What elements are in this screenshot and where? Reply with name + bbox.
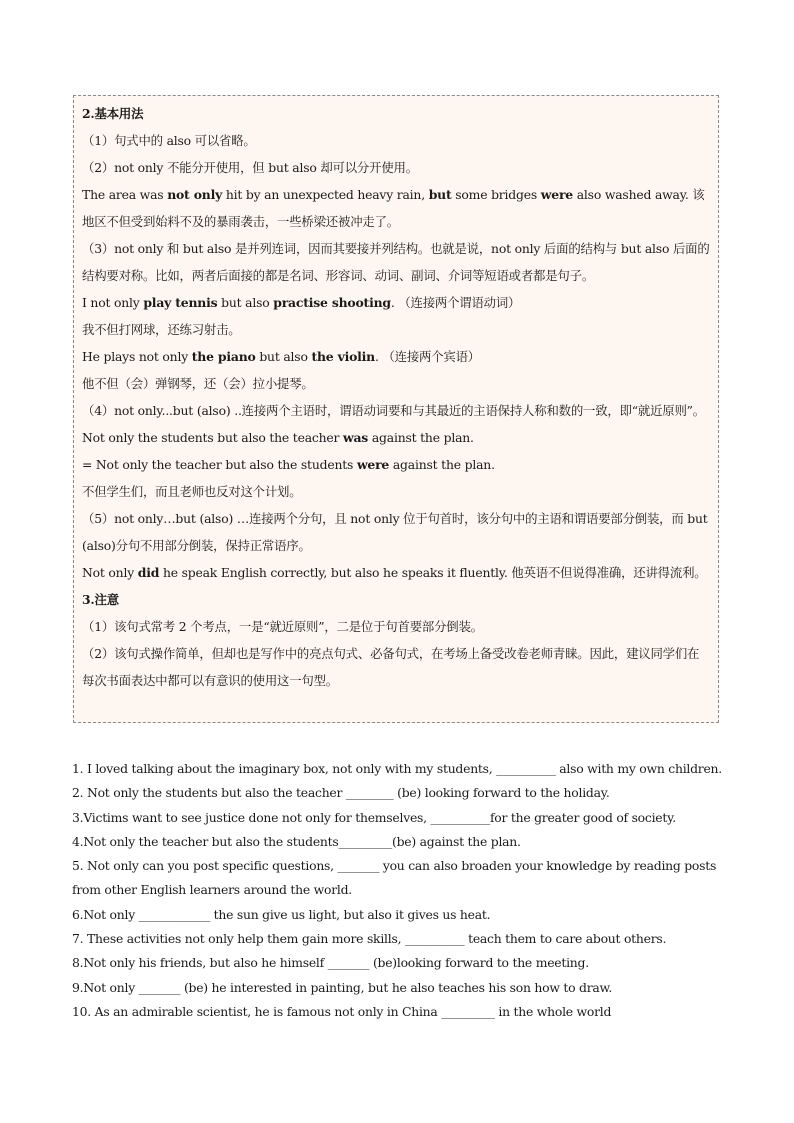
exercise-item-2: 2. Not only the students but also the teacher ________ (be) looking forward to the holiday. <box>72 785 610 801</box>
usage-point-2: （2）not only 不能分开使用，但 but also 却可以分开使用。 <box>82 160 418 175</box>
exercise-list <box>72 757 722 1024</box>
note-point-2: （2）该句式操作简单，但却也是写作中的亮点句式、必备句式，在考场上备受改卷老师青睐。因此，建议同学们在每次书面表达中都可以有意识的使用这一句型。 <box>82 646 700 688</box>
example-sentence-3: He plays not only the piano but also the violin. （连接两个宾语） <box>82 349 481 364</box>
section-heading-notes: 3.注意 <box>82 592 119 607</box>
example-translation-4: 不但学生们，而且老师也反对这个计划。 <box>82 484 302 499</box>
example-sentence-4a: Not only the students but also the teacher was against the plan. <box>82 430 474 445</box>
example-sentence-2: I not only play tennis but also practise shooting. （连接两个谓语动词） <box>82 295 521 310</box>
exercise-item-5: 5. Not only can you post specific questions, _______ you can also broaden your knowledge by reading posts from other English learners around the world. <box>72 858 717 898</box>
usage-point-4: （4）not only...but (also) ..连接两个主语时，谓语动词要和与其最近的主语保持人称和数的一致，即“就近原则”。 <box>82 403 705 418</box>
exercise-item-9: 9.Not only _______ (be) he interested in painting, but he also teaches his son how to draw. <box>72 979 613 995</box>
example-translation-2: 我不但打网球，还练习射击。 <box>82 322 241 337</box>
example-translation-3: 他不但（会）弹钢琴，还（会）拉小提琴。 <box>82 376 314 391</box>
example-sentence-1: The area was not only hit by an unexpected heavy rain, but some bridges were also washed away. 该地区不但受到始料不及的暴雨袭击，一些桥梁还被冲走了。 <box>82 187 705 229</box>
section-heading-usage: 2.基本用法 <box>82 106 144 121</box>
example-sentence-4b: = Not only the teacher but also the students were against the plan. <box>82 457 495 472</box>
exercise-item-1: 1. I loved talking about the imaginary box, not only with my students, __________ also with my own children. <box>72 761 722 776</box>
grammar-notes-box <box>73 95 719 723</box>
usage-point-3: （3）not only 和 but also 是并列连词，因而其要接并列结构。也就是说，not only 后面的结构与 but also 后面的结构要对称。比如，两者后面接的都是名词、形容词、动词、副词、介词等短语或者都是句子。 <box>82 241 710 283</box>
exercise-item-10: 10. As an admirable scientist, he is famous not only in China _________ in the whole world <box>72 1003 612 1019</box>
usage-point-1: （1）句式中的 also 可以省略。 <box>82 133 256 148</box>
usage-point-5: （5）not only…but (also) …连接两个分句，且 not only 位于句首时，该分句中的主语和谓语要部分倒装，而 but (also)分句不用部分倒装，保持正常语序。 <box>82 511 708 553</box>
exercise-item-4: 4.Not only the teacher but also the students_________(be) against the plan. <box>72 833 521 849</box>
example-sentence-5: Not only did he speak English correctly, but also he speaks it fluently. 他英语不但说得准确，还讲得流利。 <box>82 565 707 580</box>
exercise-item-7: 7. These activities not only help them gain more skills, __________ teach them to care about others. <box>72 931 667 947</box>
note-point-1: （1）该句式常考 2 个考点，一是“就近原则”，二是位于句首要部分倒装。 <box>82 619 483 634</box>
exercise-item-3: 3.Victims want to see justice done not only for themselves, __________for the greater good of society. <box>72 809 676 825</box>
exercise-item-6: 6.Not only ____________ the sun give us light, but also it gives us heat. <box>72 906 491 922</box>
exercise-item-8: 8.Not only his friends, but also he himself _______ (be)looking forward to the meeting. <box>72 955 589 971</box>
